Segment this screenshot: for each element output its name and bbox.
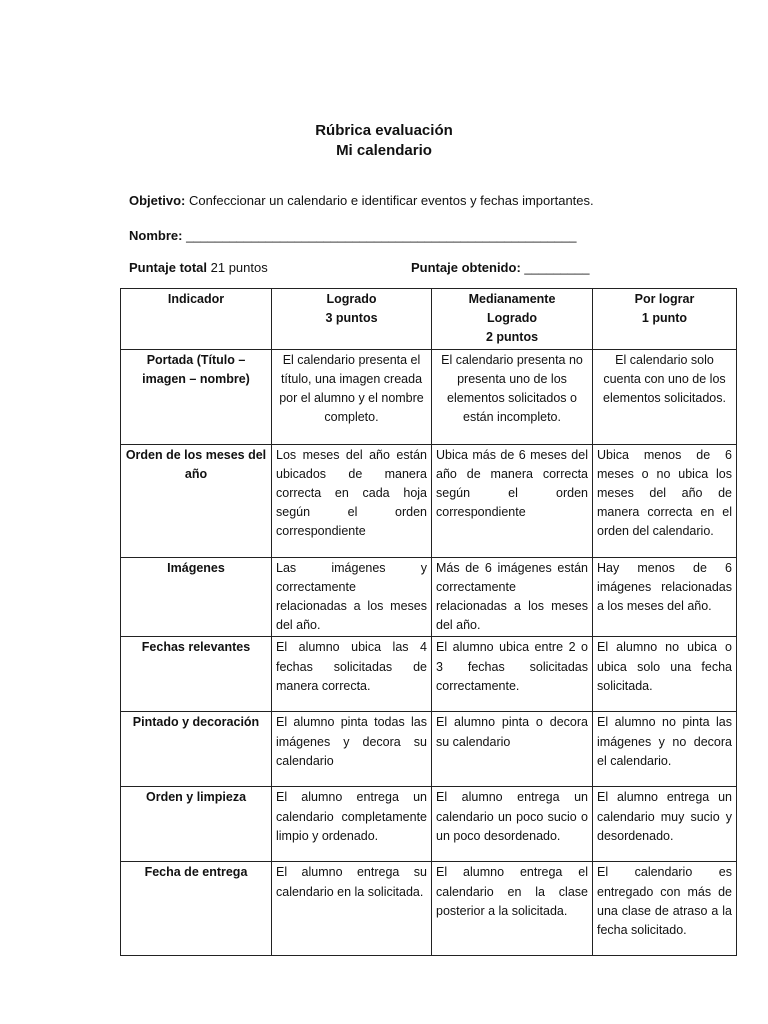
table-header-row — [121, 289, 737, 350]
objetivo-line — [129, 192, 594, 210]
table-row — [121, 862, 737, 956]
puntaje-obtenido-label: Puntaje obtenido: — [411, 260, 521, 275]
logrado-cell: El calendario presenta el título, una imagen creada por el alumno y el nombre completo. — [272, 349, 432, 444]
indicador-cell: Portada (Título – imagen – nombre) — [121, 349, 272, 444]
table-row — [121, 637, 737, 712]
indicador-cell: Fechas relevantes — [121, 637, 272, 712]
header-medianamente-label-2: Logrado — [487, 311, 537, 326]
title-line-1: Rúbrica evaluación — [315, 122, 453, 139]
table-row — [121, 712, 737, 787]
header-medianamente — [432, 289, 593, 350]
logrado-cell: Las imágenes y correctamente relacionadas a los meses del año. — [272, 557, 432, 637]
puntaje-obtenido-line — [411, 259, 589, 277]
nombre-label: Nombre: — [129, 228, 183, 243]
header-logrado — [272, 289, 432, 350]
por-lograr-cell: El calendario es entregado con más de una clase de atraso a la fecha solicitado. — [593, 862, 737, 956]
table-row — [121, 349, 737, 444]
logrado-cell: Los meses del año están ubicados de manera correcta en cada hoja según el orden correspondiente — [272, 444, 432, 557]
logrado-cell: El alumno entrega su calendario en la solicitada. — [272, 862, 432, 956]
header-indicador-label: Indicador — [167, 292, 225, 306]
puntaje-total-line — [129, 259, 268, 277]
header-indicador — [121, 289, 272, 350]
table-row — [121, 444, 737, 557]
por-lograr-cell: El calendario solo cuenta con uno de los elementos solicitados. — [593, 349, 737, 444]
document-title — [0, 121, 768, 161]
por-lograr-cell: Hay menos de 6 imágenes relacionadas a los meses del año. — [593, 557, 737, 637]
indicador-cell: Orden de los meses del año — [121, 444, 272, 557]
logrado-cell: El alumno ubica las 4 fechas solicitadas de manera correcta. — [272, 637, 432, 712]
objetivo-label: Objetivo: — [129, 193, 186, 208]
table-row — [121, 557, 737, 637]
objetivo-text: Confeccionar un calendario e identificar eventos y fechas importantes. — [185, 193, 594, 208]
header-logrado-points: 3 puntos — [325, 311, 378, 326]
nombre-line — [129, 227, 576, 245]
medianamente-cell: El alumno entrega el calendario en la clase posterior a la solicitada. — [432, 862, 593, 956]
por-lograr-cell: El alumno no pinta las imágenes y no decora el calendario. — [593, 712, 737, 787]
medianamente-cell: El alumno entrega un calendario un poco sucio o un poco desordenado. — [432, 787, 593, 862]
puntaje-obtenido-blank: _________ — [520, 260, 590, 275]
puntaje-total-label: Puntaje total — [129, 260, 208, 275]
medianamente-cell: Más de 6 imágenes están correctamente relacionadas a los meses del año. — [432, 557, 593, 637]
title-line-2: Mi calendario — [336, 142, 432, 159]
header-por-lograr — [593, 289, 737, 350]
medianamente-cell: El calendario presenta no presenta uno de los elementos solicitados o están incompleto. — [432, 349, 593, 444]
logrado-cell: El alumno pinta todas las imágenes y decora su calendario — [272, 712, 432, 787]
header-por-lograr-points: 1 punto — [641, 311, 688, 326]
por-lograr-cell: El alumno entrega un calendario muy sucio y desordenado. — [593, 787, 737, 862]
table-row — [121, 787, 737, 862]
header-medianamente-points: 2 puntos — [485, 330, 539, 345]
indicador-cell: Fecha de entrega — [121, 862, 272, 956]
header-medianamente-label-1: Medianamente — [468, 292, 556, 306]
rubric-table — [120, 288, 737, 956]
indicador-cell: Orden y limpieza — [121, 787, 272, 862]
indicador-cell: Imágenes — [121, 557, 272, 637]
puntaje-total-value: 21 puntos — [207, 260, 268, 275]
nombre-blank: ______________________________________________________ — [182, 228, 577, 243]
medianamente-cell: Ubica más de 6 meses del año de manera correcta según el orden correspondiente — [432, 444, 593, 557]
header-por-lograr-label: Por lograr — [634, 292, 695, 306]
medianamente-cell: El alumno ubica entre 2 o 3 fechas solicitadas correctamente. — [432, 637, 593, 712]
logrado-cell: El alumno entrega un calendario completamente limpio y ordenado. — [272, 787, 432, 862]
por-lograr-cell: El alumno no ubica o ubica solo una fecha solicitada. — [593, 637, 737, 712]
medianamente-cell: El alumno pinta o decora su calendario — [432, 712, 593, 787]
indicador-cell: Pintado y decoración — [121, 712, 272, 787]
por-lograr-cell: Ubica menos de 6 meses o no ubica los meses del año de manera correcta en el orden del calendario. — [593, 444, 737, 557]
header-logrado-label: Logrado — [326, 292, 377, 306]
